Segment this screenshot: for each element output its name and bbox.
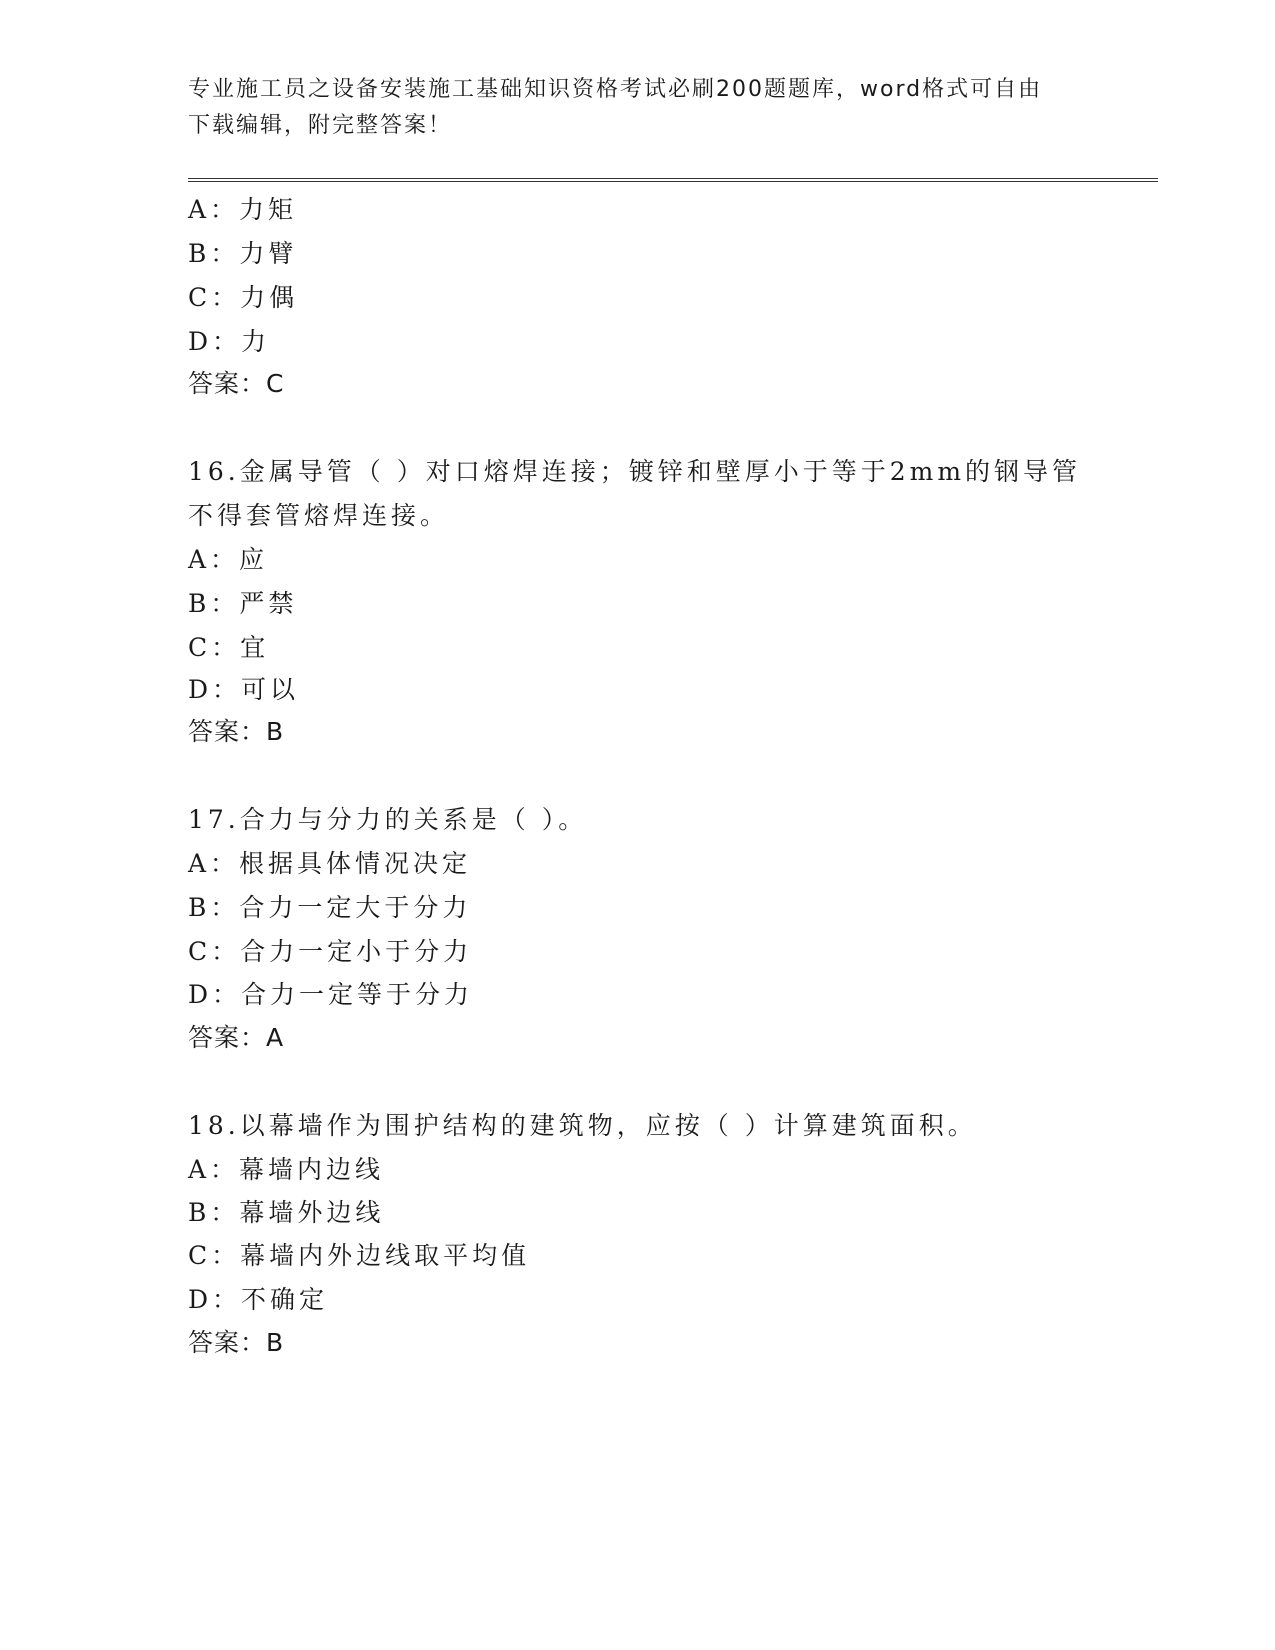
question-text-line-1: 17.合力与分力的关系是（ ）。 (188, 805, 588, 834)
header-divider (188, 178, 1158, 182)
option-c: C：合力一定小于分力 (188, 937, 473, 966)
answer: 答案：B (188, 1328, 285, 1357)
option-a: A：应 (188, 545, 269, 574)
answer: 答案：B (188, 717, 285, 746)
question-text-line-2: 不得套管熔焊连接。 (188, 501, 450, 530)
option-b: B：合力一定大于分力 (188, 893, 472, 922)
option-d: D：合力一定等于分力 (188, 980, 474, 1009)
header-line-2: 下载编辑，附完整答案！ (188, 113, 453, 138)
option-b: B：力臂 (188, 239, 298, 268)
option-d: D：可以 (188, 675, 300, 704)
answer: 答案：A (188, 1023, 285, 1052)
option-b: B：幕墙外边线 (188, 1198, 385, 1227)
document-header (188, 72, 1088, 144)
option-a: A：力矩 (188, 195, 298, 224)
question-text-line-1: 16.金属导管（ ）对口熔焊连接；镀锌和壁厚小于等于2mm的钢导管 (188, 457, 1082, 486)
option-a: A：幕墙内边线 (188, 1155, 385, 1184)
option-c: C：幕墙内外边线取平均值 (188, 1241, 531, 1270)
question-text-line-1: 18.以幕墙作为围护结构的建筑物，应按（ ）计算建筑面积。 (188, 1111, 977, 1140)
option-a: A：根据具体情况决定 (188, 849, 472, 878)
header-line-1: 专业施工员之设备安装施工基础知识资格考试必刷200题题库，word格式可自由 (188, 77, 1043, 102)
option-c: C：力偶 (188, 283, 299, 312)
option-d: D：不确定 (188, 1285, 329, 1314)
option-c: C：宜 (188, 633, 270, 662)
option-d: D：力 (188, 327, 271, 356)
answer: 答案：C (188, 369, 285, 398)
option-b: B：严禁 (188, 589, 298, 618)
